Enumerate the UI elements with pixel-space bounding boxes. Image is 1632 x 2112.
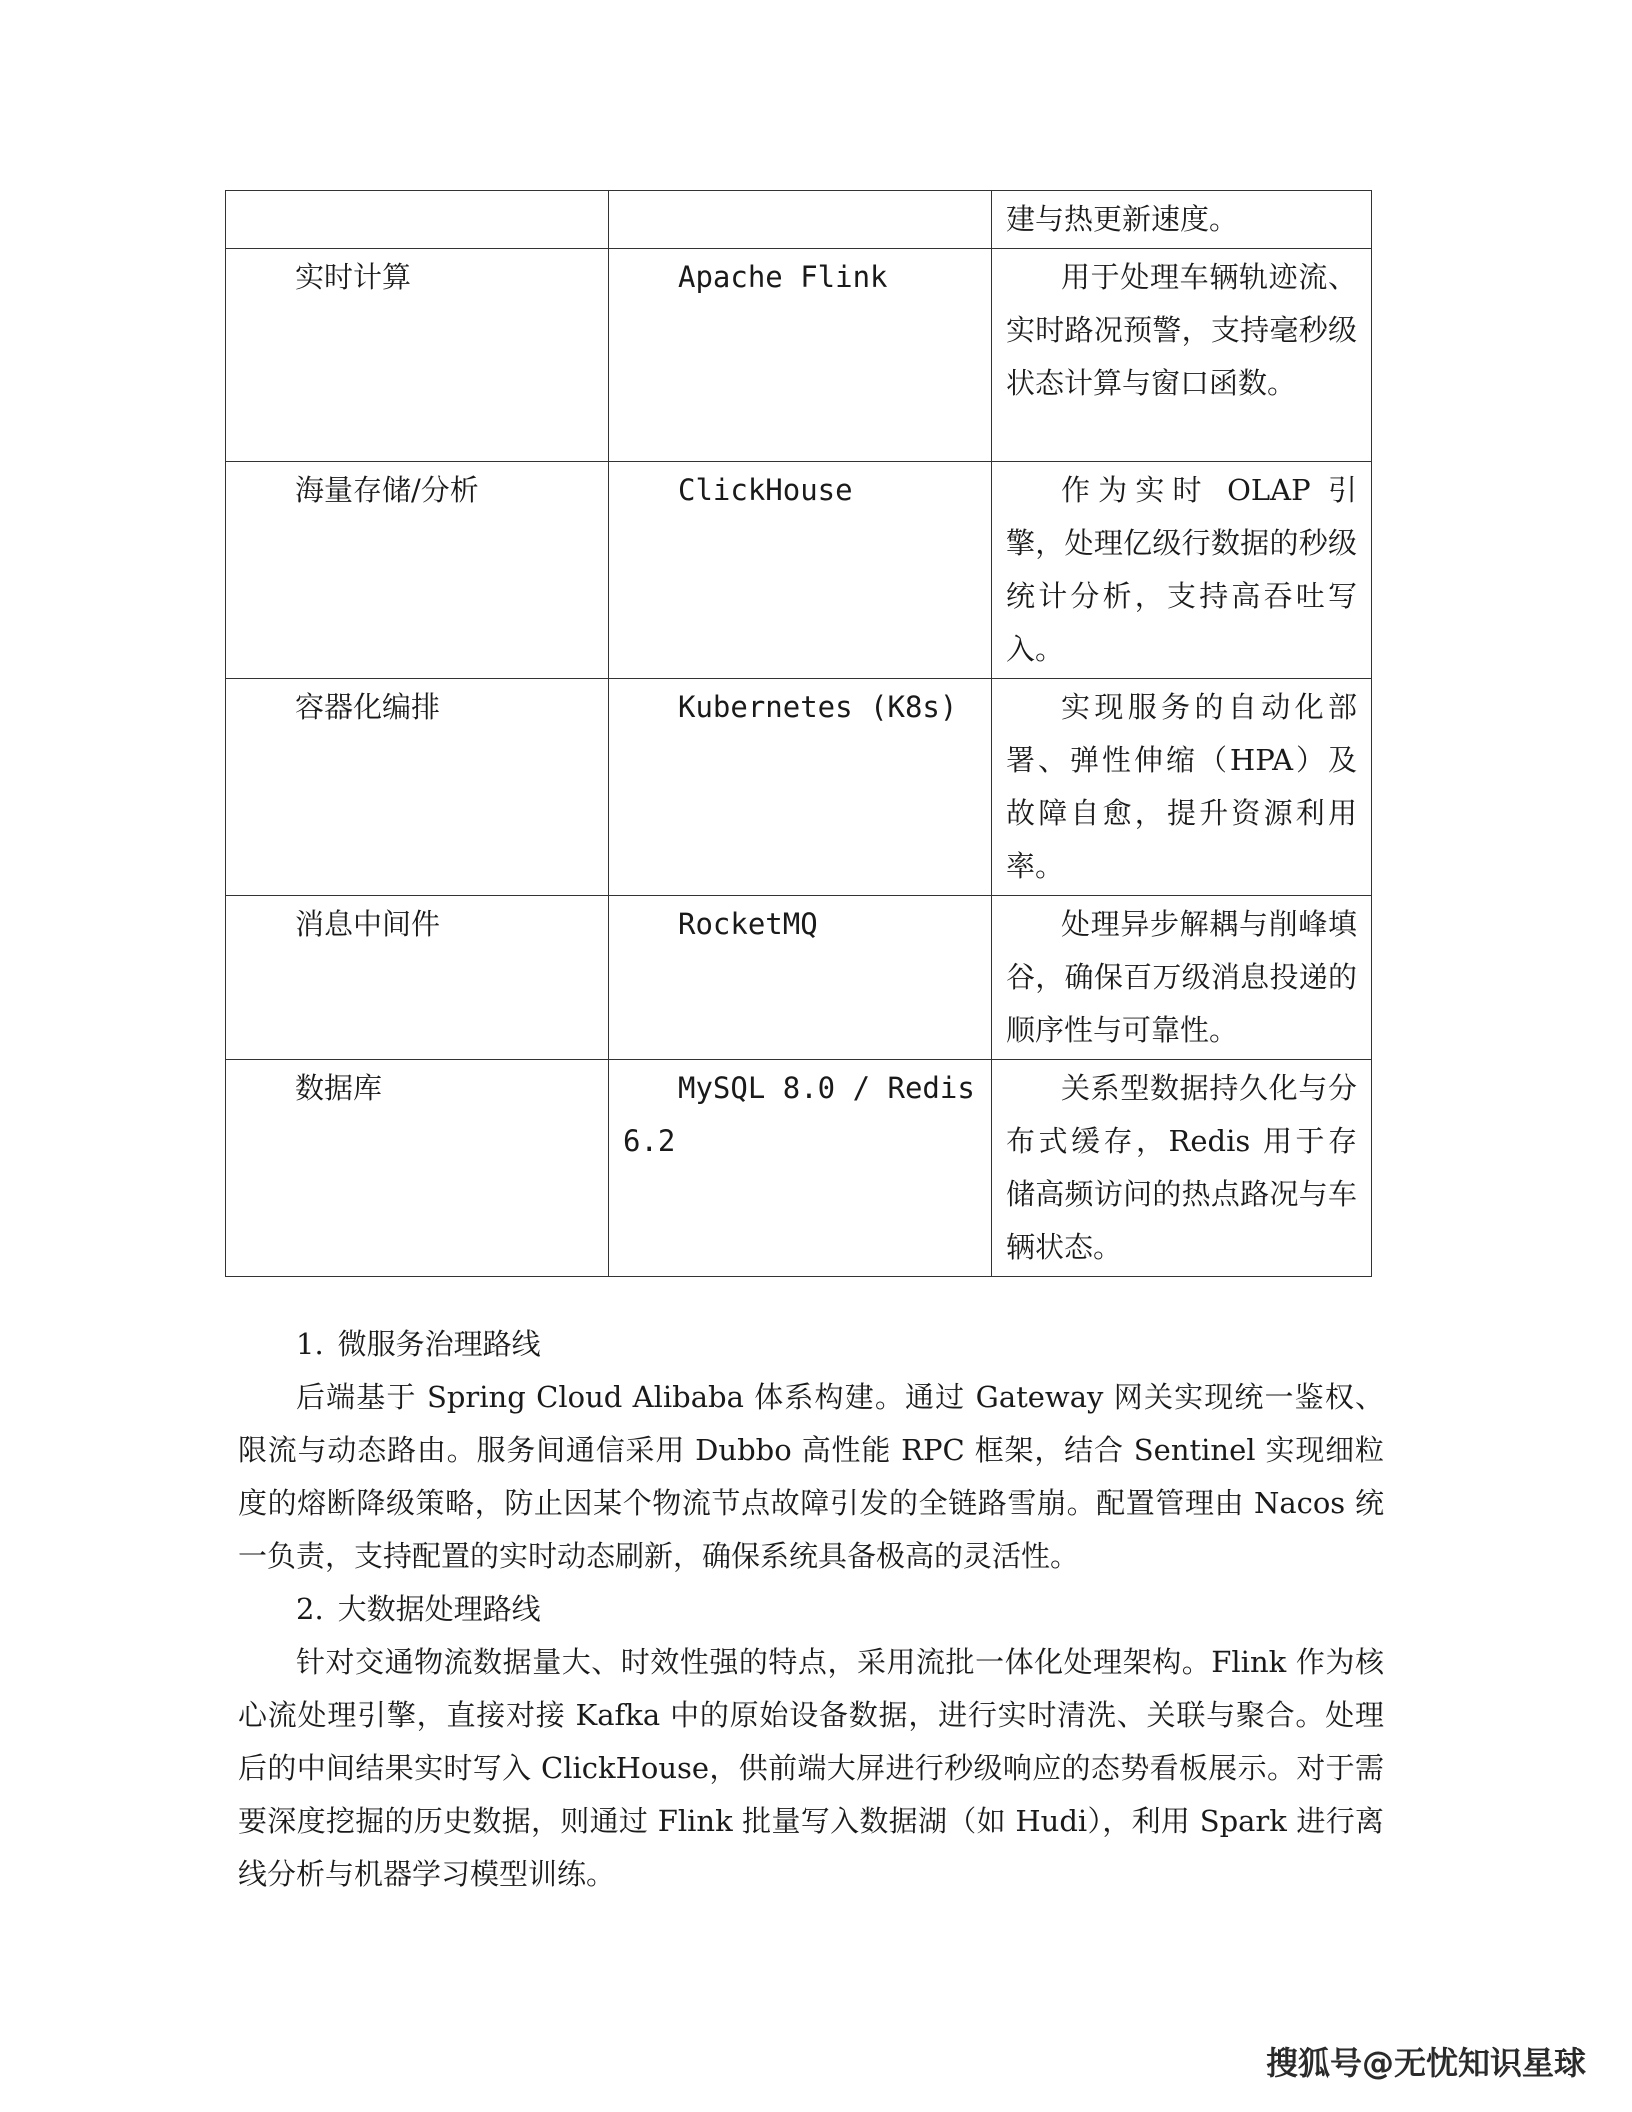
table-row <box>226 249 1372 462</box>
section-number: 2. <box>296 1592 324 1626</box>
technology-cell: RocketMQ <box>609 896 992 1060</box>
table-row <box>226 896 1372 1060</box>
watermark: 搜狐号@无忧知识星球 <box>1265 2044 1586 2082</box>
table-row <box>226 679 1372 896</box>
category-cell: 容器化编排 <box>226 679 609 896</box>
section-title: 微服务治理路线 <box>337 1327 541 1361</box>
category-cell: 海量存储/分析 <box>226 462 609 679</box>
description-cell: 建与热更新速度。 <box>992 191 1372 249</box>
category-cell: 数据库 <box>226 1060 609 1277</box>
technology-cell: Apache Flink <box>609 249 992 462</box>
section-paragraph: 后端基于 Spring Cloud Alibaba 体系构建。通过 Gateway 网关实现统一鉴权、限流与动态路由。服务间通信采用 Dubbo 高性能 RPC 框架，结合 Sentinel 实现细粒度的熔断降级策略，防止因某个物流节点故障引发的全链路雪崩。配置管理由 Nacos 统一负责，支持配置的实时动态刷新，确保系统具备极高的灵活性。 <box>238 1380 1384 1573</box>
technology-cell: ClickHouse <box>609 462 992 679</box>
category-cell <box>226 191 609 249</box>
description-cell: 关系型数据持久化与分布式缓存，Redis 用于存储高频访问的热点路况与车辆状态。 <box>992 1060 1372 1277</box>
tech-stack-table <box>225 190 1372 1277</box>
technology-cell: Kubernetes (K8s) <box>609 679 992 896</box>
section-heading <box>238 1318 1384 1371</box>
description-cell: 处理异步解耦与削峰填谷，确保百万级消息投递的顺序性与可靠性。 <box>992 896 1372 1060</box>
section-paragraph: 针对交通物流数据量大、时效性强的特点，采用流批一体化处理架构。Flink 作为核心流处理引擎，直接对接 Kafka 中的原始设备数据，进行实时清洗、关联与聚合。处理后的中间结果实时写入 ClickHouse，供前端大屏进行秒级响应的态势看板展示。对于需要深度挖掘的历史数据，则通过 Flink 批量写入数据湖（如 Hudi），利用 Spark 进行离线分析与机器学习模型训练。 <box>238 1645 1384 1891</box>
section-number: 1. <box>296 1327 324 1361</box>
table-row <box>226 1060 1372 1277</box>
table-row <box>226 462 1372 679</box>
section-title: 大数据处理路线 <box>337 1592 541 1626</box>
description-cell: 用于处理车辆轨迹流、实时路况预警，支持毫秒级状态计算与窗口函数。 <box>992 249 1372 462</box>
section-heading <box>238 1583 1384 1636</box>
technology-cell: MySQL 8.0 / Redis 6.2 <box>609 1060 992 1277</box>
category-cell: 消息中间件 <box>226 896 609 1060</box>
technology-cell <box>609 191 992 249</box>
description-cell: 实现服务的自动化部署、弹性伸缩（HPA）及故障自愈，提升资源利用率。 <box>992 679 1372 896</box>
table-row <box>226 191 1372 249</box>
description-cell: 作为实时 OLAP 引擎，处理亿级行数据的秒级统计分析，支持高吞吐写入。 <box>992 462 1372 679</box>
category-cell: 实时计算 <box>226 249 609 462</box>
body-text <box>238 1318 1384 1901</box>
